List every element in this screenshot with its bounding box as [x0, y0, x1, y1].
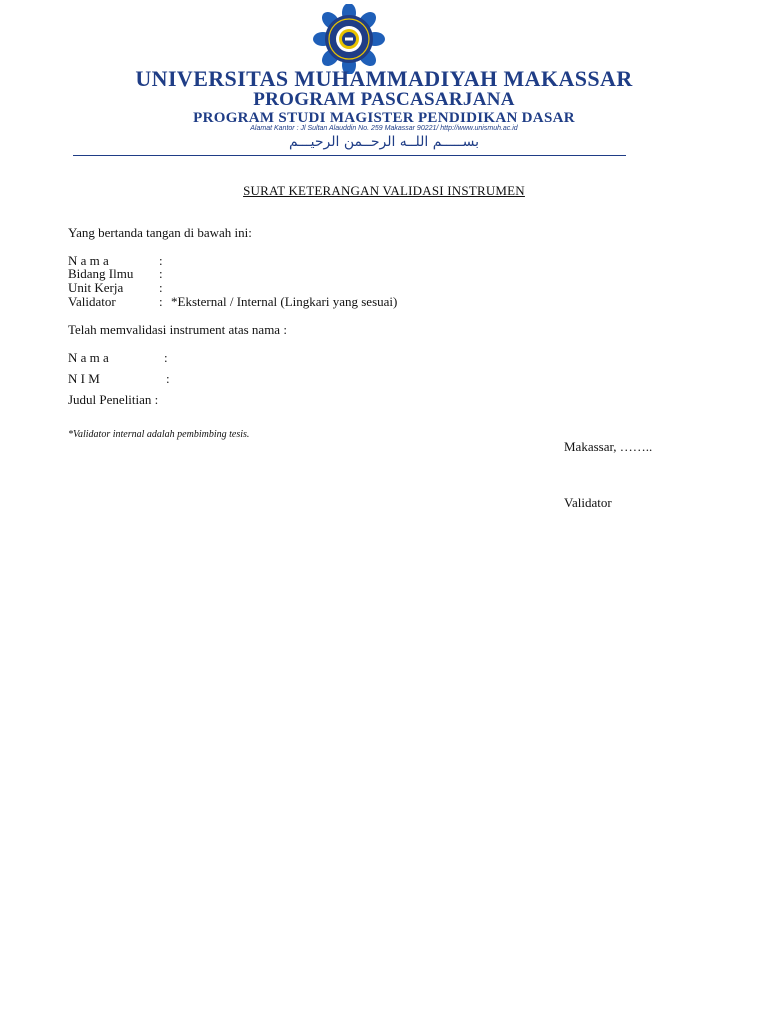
field-of-study-label: Bidang Ilmu [68, 266, 134, 281]
validator-name-colon: : [159, 253, 163, 268]
header-divider [73, 155, 626, 156]
validator-type-colon: : [159, 294, 163, 309]
validator-type-value: *Eksternal / Internal (Lingkari yang sesuai) [171, 294, 398, 309]
research-title-label: Judul Penelitian : [68, 392, 159, 407]
student-nim-colon: : [166, 371, 170, 386]
signature-label: Validator [564, 495, 612, 510]
student-nim-label: N I M [68, 371, 100, 386]
university-name: UNIVERSITAS MUHAMMADIYAH MAKASSAR [135, 66, 633, 91]
validator-name-label: N a m a [68, 253, 109, 268]
university-logo [308, 4, 390, 74]
office-address: Alamat Kantor : Jl Sultan Alauddin No. 259 Makassar 90221/ http://www.unismuh.ac.id [250, 125, 518, 132]
validator-type-label: Validator [68, 294, 116, 309]
validated-intro-text: Telah memvalidasi instrument atas nama : [68, 322, 287, 337]
place-date: Makassar, …….. [564, 439, 653, 454]
field-of-study-colon: : [159, 266, 163, 281]
student-name-colon: : [164, 350, 168, 365]
work-unit-label: Unit Kerja [68, 280, 124, 295]
program-name: PROGRAM PASCASARJANA [253, 89, 515, 110]
basmalah: بســـــم اللــه الرحــمن الرحيـــم [289, 134, 479, 150]
validator-note: *Validator internal adalah pembimbing tesis. [68, 429, 250, 440]
intro-text: Yang bertanda tangan di bawah ini: [68, 225, 252, 240]
student-name-label: N a m a [68, 350, 109, 365]
study-program-name: PROGRAM STUDI MAGISTER PENDIDIKAN DASAR [193, 110, 575, 126]
document-title: SURAT KETERANGAN VALIDASI INSTRUMEN [243, 183, 525, 198]
work-unit-colon: : [159, 280, 163, 295]
